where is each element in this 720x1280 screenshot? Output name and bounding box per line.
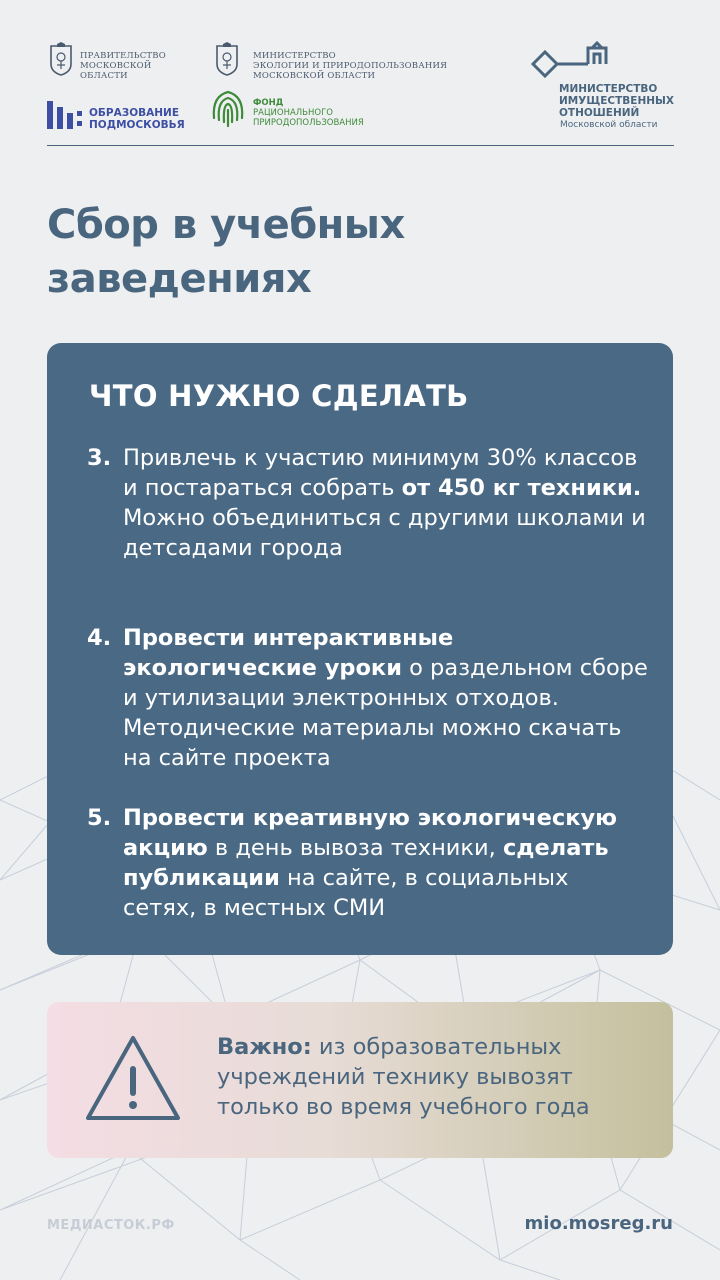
item-text: [123, 443, 648, 563]
mio-logo-text: МИНИСТЕРСТВО ИМУЩЕСТВЕННЫХ ОТНОШЕНИЙ: [559, 83, 675, 119]
moscow-region-emblem-icon: [48, 42, 74, 76]
mio-key-house-icon: [530, 40, 610, 82]
important-notice: [47, 1002, 673, 1158]
footer-site-link[interactable]: mio.mosreg.ru: [524, 1213, 673, 1234]
eco-ministry-logo-text: МИНИСТЕРСТВО ЭКОЛОГИИ И ПРИРОДОПОЛЬЗОВАНИЯ МОСКОВСКОЙ ОБЛАСТИ: [253, 51, 448, 81]
todo-item-5: [87, 803, 647, 923]
item-text-part: Привлечь к участию минимум 30% классов и постараться собрать: [123, 445, 638, 501]
gov-logo-text: ПРАВИТЕЛЬСТВО МОСКОВСКОЙ ОБЛАСТИ: [80, 51, 166, 81]
notice-body: из образовательных учреждений технику вывозят только во время учебного года: [217, 1034, 590, 1120]
footer-mediastok: МЕДИАСТОК.РФ: [47, 1218, 175, 1233]
item-number: 5.: [87, 805, 112, 831]
item-text-bold: от 450 кг техники.: [401, 475, 642, 501]
fund-logo-text: [253, 98, 364, 128]
fingerprint-leaf-icon: [210, 88, 246, 130]
eco-ministry-emblem-icon: [214, 42, 240, 76]
item-text: [123, 623, 648, 773]
notice-bold: Важно:: [217, 1034, 312, 1060]
header-logos: [0, 0, 720, 150]
fund-logo-bold: ФОНД: [253, 98, 284, 108]
fund-logo-sub: РАЦИОНАЛЬНОГО ПРИРОДОПОЛЬЗОВАНИЯ: [253, 108, 364, 128]
page-title: Сбор в учебных заведениях: [47, 202, 405, 302]
notice-text: [217, 1032, 657, 1122]
mio-logo-subtitle: Московской области: [560, 120, 658, 130]
education-bars-icon: [47, 99, 83, 129]
item-text-part: в день вывоза техники,: [207, 835, 503, 861]
item-number: 4.: [87, 625, 112, 651]
item-text-part: о раздельном сборе и утилизации электронных отходов. Методические материалы можно скачать на сайте проекта: [123, 655, 648, 771]
card-heading: ЧТО НУЖНО СДЕЛАТЬ: [89, 379, 469, 413]
item-text-part: на сайте, в социальных сетях, в местных СМИ: [123, 865, 569, 921]
item-text-bold: Провести интерактивные экологические уроки: [123, 625, 454, 681]
item-text-bold: Провести креативную экологическую акцию: [123, 805, 618, 861]
todo-item-4: [87, 623, 647, 773]
warning-triangle-icon: [83, 1032, 183, 1124]
todo-card: [47, 343, 673, 955]
item-text-part: Можно объединиться с другими школами и детсадами города: [123, 505, 646, 561]
header-divider: [47, 145, 674, 146]
item-number: 3.: [87, 445, 112, 471]
education-logo-text: ОБРАЗОВАНИЕ ПОДМОСКОВЬЯ: [89, 107, 185, 131]
item-text: [123, 803, 648, 923]
todo-item-3: [87, 443, 647, 593]
item-text-bold: сделать публикации: [123, 835, 609, 891]
